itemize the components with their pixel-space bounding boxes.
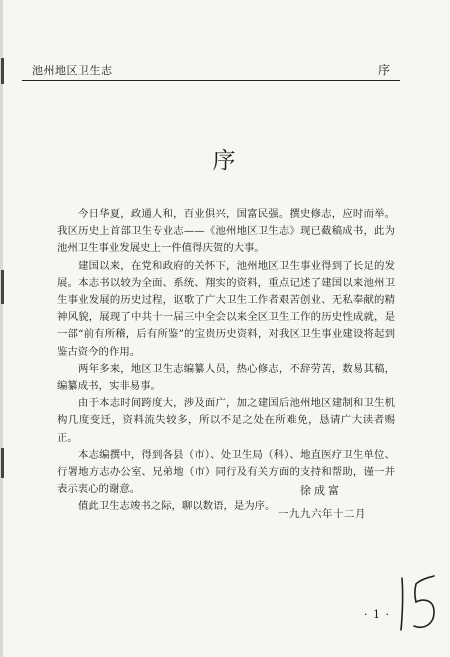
paragraph: 本志编撰中，得到各县（市）、处卫生局（科）、地直医疗卫生单位、行署地方志办公室、兄弟地（市）同行及有关方面的支持和帮助，谨一并表示衷心的谢意。 (57, 448, 395, 496)
paragraph: 建国以来，在党和政府的关怀下，池州地区卫生事业得到了长足的发展。本志书以较为全面、系统、翔实的资料，重点记述了建国以来池州卫生事业发展的历史过程，讴歌了广大卫生工作者艰苦创业、无私奉献的精神风貌，展现了中共十一届三中全会以来全区卫生工作的历史性成就，是一部“前有所稽，后有所鉴”的宝贵历史资料，对我区卫生事业建设将起到鉴古资今的作用。 (57, 259, 395, 358)
preface-body (57, 206, 395, 516)
running-header (22, 60, 400, 81)
paragraph: 由于本志时间跨度大，涉及面广，加之建国后池州地区建制和卫生机构几度变迁，资料流失较多，所以不足之处在所难免，恳请广大读者赐正。 (57, 397, 395, 444)
paragraph: 两年多来，地区卫生志编纂人员，热心修志，不辞劳苦，数易其稿，编纂成书，实非易事。 (57, 362, 395, 393)
author-signature: 徐成富 (300, 484, 342, 497)
handwritten-note (394, 572, 442, 634)
page-title: 序 (212, 148, 238, 174)
paragraph: 值此卫生志竣书之际，聊以数语，是为序。 (78, 500, 276, 513)
page-number: · 1 · (364, 608, 390, 621)
paragraph: 今日华夏，政通人和，百业俱兴，国富民强。撰史修志，应时而举。我区历史上首部卫生专业志——《池州地区卫生志》现已截稿成书，此为池州卫生事业发展史上一件值得庆贺的大事。 (57, 208, 395, 255)
header-section-title: 序 (377, 63, 390, 77)
binding-scan-marks (0, 0, 14, 657)
signature-date: 一九九六年十二月 (278, 508, 366, 520)
header-book-title: 池州地区卫生志 (32, 64, 113, 77)
